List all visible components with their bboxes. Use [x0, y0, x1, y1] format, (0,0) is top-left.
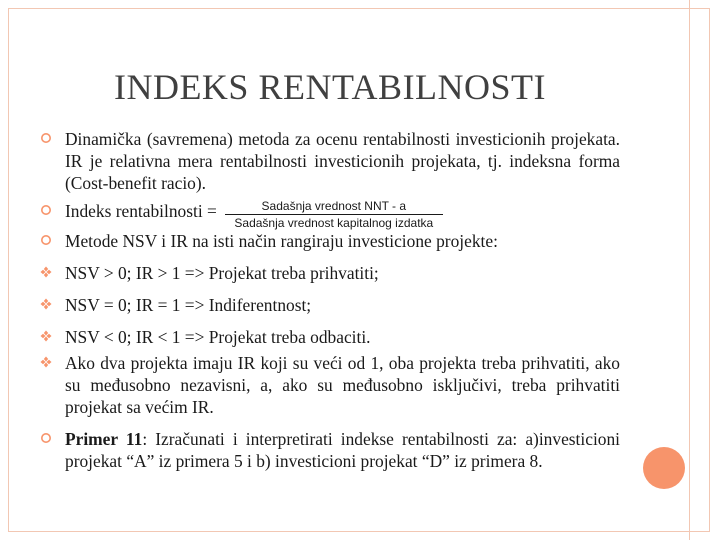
circle-ring-icon	[40, 432, 52, 444]
decorative-vertical-line	[689, 0, 690, 540]
bullet-text: : Izračunati i interpretirati indekse rentabilnosti za: a)investicioni projekat “A” iz primera 5 i b) investicioni projekat “D” iz primera 8.	[65, 429, 620, 471]
bullet-item	[40, 262, 620, 284]
slide-title: INDEKS RENTABILNOSTI	[113, 67, 547, 107]
circle-ring-icon	[40, 204, 52, 216]
bullet-text: NSV < 0; IR < 1 => Projekat treba odbaciti.	[65, 327, 371, 347]
bullet-item	[40, 326, 620, 348]
bullet-text: Ako dva projekta imaju IR koji su veći od 1, oba projekta treba prihvatiti, ako su međusobno nezavisni, a, ako su međusobno isključivi, treba prihvatiti projekat sa većim IR.	[65, 353, 620, 417]
bullet-text: Dinamička (savremena) metoda za ocenu rentabilnosti investicionih projekata. IR je relativna mera rentabilnosti investicionih projekata, tj. indeksna forma (Cost-benefit racio).	[65, 129, 620, 193]
circle-ring-icon	[40, 234, 52, 246]
bullet-item	[40, 352, 620, 418]
formula-numerator: Sadašnja vrednost NNT - a	[261, 199, 407, 213]
decorative-circle	[643, 447, 685, 489]
diamond-quad-icon	[40, 330, 52, 342]
diamond-quad-icon	[40, 356, 52, 368]
diamond-quad-icon	[40, 298, 52, 310]
bullet-item	[40, 230, 620, 252]
example-label: Primer 11	[65, 429, 143, 449]
bullet-list	[40, 128, 620, 472]
bullet-text: NSV > 0; IR > 1 => Projekat treba prihvatiti;	[65, 263, 379, 283]
bullet-item-formula	[40, 200, 620, 234]
circle-ring-icon	[40, 132, 52, 144]
formula-fraction	[225, 200, 443, 229]
bullet-text: NSV = 0; IR = 1 => Indiferentnost;	[65, 295, 312, 315]
formula-denominator: Sadašnja vrednost kapitalnog izdatka	[234, 216, 434, 230]
bullet-item	[40, 294, 620, 316]
bullet-text: Metode NSV i IR na isti način rangiraju investicione projekte:	[65, 231, 498, 251]
bullet-item	[40, 428, 620, 472]
diamond-quad-icon	[40, 266, 52, 278]
formula-label: Indeks rentabilnosti =	[65, 201, 217, 221]
fraction-bar	[225, 214, 443, 215]
bullet-item	[40, 128, 620, 194]
